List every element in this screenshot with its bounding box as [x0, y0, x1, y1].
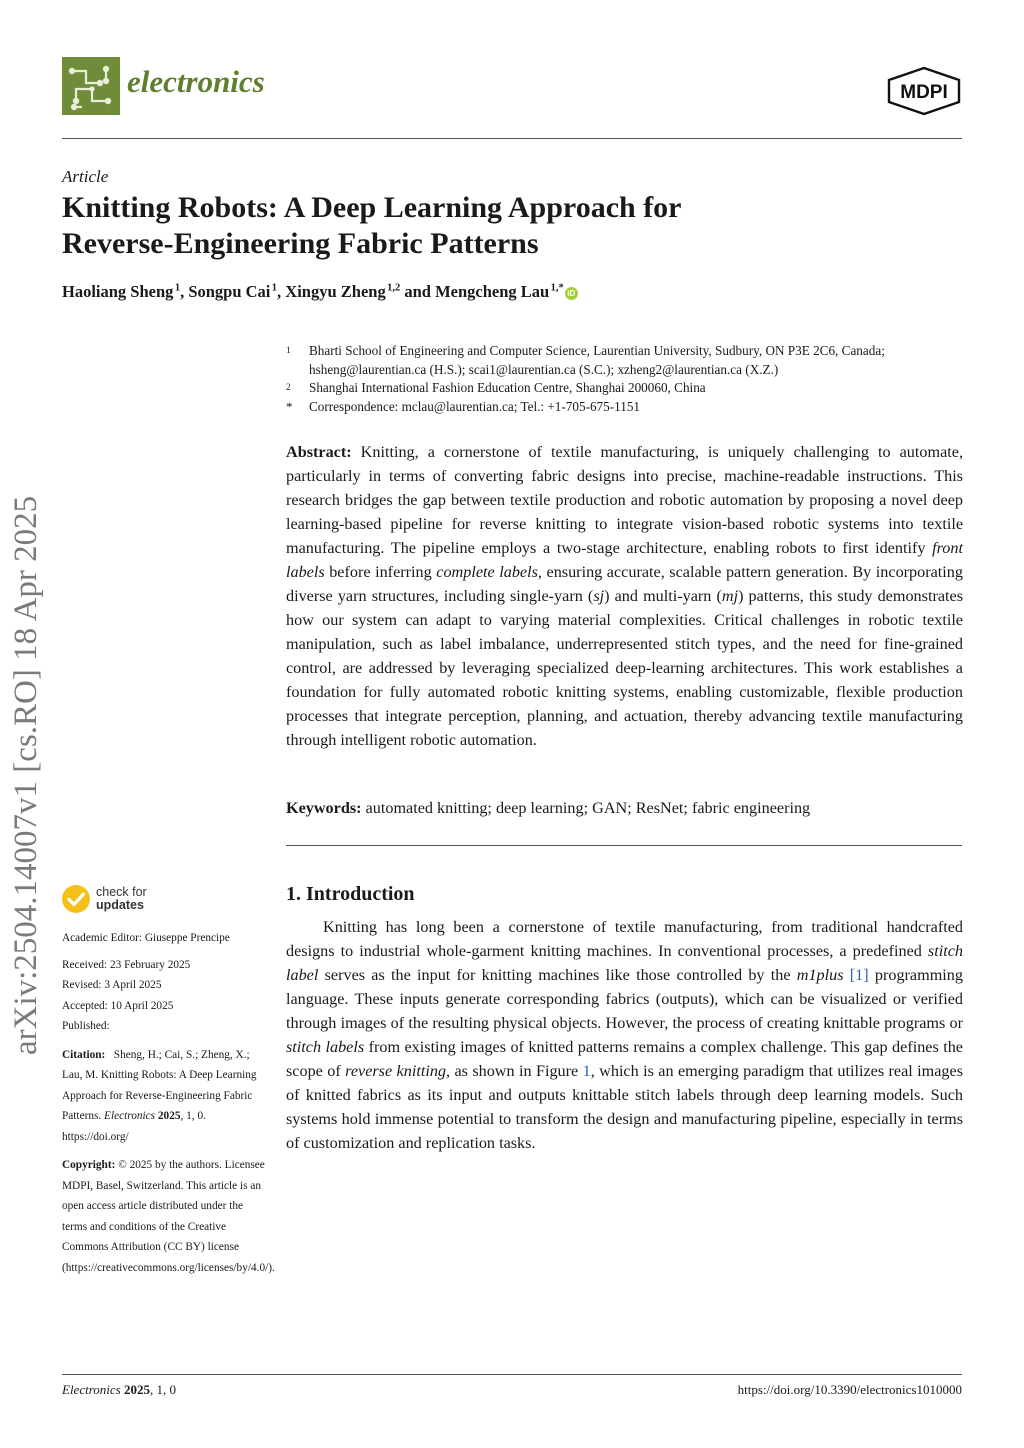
citation-text[interactable]: , 1, 0. https://doi.org/ — [62, 1110, 206, 1143]
affiliation-item — [286, 379, 976, 398]
author-sep: and — [400, 282, 436, 301]
received-date: Received: 23 February 2025 — [62, 958, 191, 971]
copyright-text: © 2025 by the authors. Licensee MDPI, Basel, Switzerland. This article is an open access article distributed under the terms and conditions of the Creative Commons Attribution (CC BY) license (https://creativecommons.org/licenses/by/4.0/). — [62, 1159, 275, 1274]
footer-journal-ref — [62, 1382, 176, 1398]
mdpi-logo-text: MDPI — [900, 82, 948, 103]
introduction-paragraph — [286, 915, 963, 1155]
journal-logo — [62, 57, 120, 115]
body-term: stitch labels — [286, 1038, 365, 1056]
copyright-block — [62, 1155, 275, 1278]
author-name: Haoliang Sheng — [62, 282, 174, 301]
body-text: Knitting has long been a cornerstone of textile manufacturing, from traditional handcrafted designs to industrial whole-garment knitting machines. In conventional processes, a predefined — [286, 918, 963, 960]
abstract-term: sj — [593, 587, 605, 605]
academic-editor: Academic Editor: Giuseppe Prencipe — [62, 932, 230, 944]
citation-year: 2025 — [157, 1110, 181, 1122]
body-text: programming language. These inputs generate corresponding fabrics (outputs), which can be visualized or verified through images of the resulting physical objects. However, the process of creating knittable programs or — [286, 966, 963, 1032]
abstract-text: Knitting, a cornerstone of textile manufacturing, is uniquely challenging to automate, particularly in terms of converting fabric designs into precise, machine-readable instructions. This research bridges the gap between textile production and robotic automation by proposing a novel deep learning-based pipeline for reverse knitting to integrate vision-based robotic systems into textile manufacturing. The pipeline employs a two-stage architecture, enabling robots to first identify — [286, 443, 963, 557]
author-name: Mengcheng Lau — [435, 282, 550, 301]
section-heading: 1. Introduction — [286, 883, 415, 905]
affiliation-line: Shanghai International Fashion Education Centre, Shanghai 200060, China — [309, 380, 706, 396]
abstract-text: , ensuring accurate, scalable pattern generation. By incorporating diverse yarn structures, including single-yarn ( — [286, 563, 963, 605]
accepted-date: Accepted: 10 April 2025 — [62, 999, 174, 1012]
arxiv-stamp[interactable]: arXiv:2504.14007v1 [cs.RO] 18 Apr 2025 — [8, 495, 44, 1055]
body-term: m1plus — [796, 966, 844, 984]
citation-block — [62, 1045, 267, 1148]
citation-text: Sheng, H.; Cai, S.; Zheng, X.; Lau, M. Knitting Robots: A Deep Learning Approach for Reverse-Engineering Fabric Patterns. — [62, 1048, 257, 1122]
keywords-label: Keywords: — [286, 799, 362, 817]
author-affil-mark: 1 — [271, 282, 278, 294]
abstract — [286, 440, 963, 752]
author-name: Songpu Cai — [188, 282, 271, 301]
title-line-1: Knitting Robots: A Deep Learning Approach for — [62, 191, 682, 224]
check-for-updates-label — [96, 886, 147, 912]
author-affil-mark: 1,* — [550, 282, 564, 294]
affiliation-mark: * — [286, 399, 293, 415]
abstract-text: before inferring — [324, 563, 437, 581]
affiliation-text — [309, 342, 885, 379]
abstract-term: complete labels — [436, 563, 538, 581]
journal-name: electronics — [127, 64, 265, 99]
author-sep: , — [180, 282, 189, 301]
orcid-icon[interactable]: iD — [565, 287, 578, 300]
body-text: , as shown in Figure — [446, 1062, 583, 1080]
affiliation-line: hsheng@laurentian.ca (H.S.); scai1@laurentian.ca (S.C.); xzheng2@laurentian.ca (X.Z.) — [309, 361, 779, 377]
section-divider — [286, 845, 962, 846]
paper-title — [62, 190, 922, 262]
footer-volume: , 1, 0 — [149, 1382, 176, 1397]
author-name: Xingyu Zheng — [285, 282, 386, 301]
body-text: , which is an emerging paradigm that utilizes real images of knitted fabrics as its input and outputs knittable stitch labels through deep learning models. Such systems hold immense potential to transform the design and manufacturing pipeline, especially in terms of customization and replication tasks. — [286, 1062, 964, 1152]
affiliation-item — [286, 398, 976, 417]
citation-label: Citation: — [62, 1048, 106, 1061]
affiliation-mark: 2 — [286, 383, 291, 394]
mdpi-logo — [886, 66, 962, 120]
affiliations — [286, 342, 976, 417]
footer-doi-link[interactable]: https://doi.org/10.3390/electronics1010000 — [737, 1382, 962, 1397]
author-affil-mark: 1 — [174, 282, 181, 294]
affiliation-item — [286, 342, 976, 379]
abstract-text: ) and multi-yarn ( — [604, 587, 722, 605]
footer-journal: Electronics — [62, 1382, 121, 1397]
copyright-label: Copyright: — [62, 1159, 116, 1171]
keywords-text: automated knitting; deep learning; GAN; ResNet; fabric engineering — [365, 799, 811, 817]
published-date: Published: — [62, 1020, 110, 1032]
body-term: reverse knitting — [345, 1062, 447, 1080]
author-affil-mark: 1,2 — [387, 282, 401, 294]
author-sep: , — [277, 282, 286, 301]
citation-journal: Electronics — [104, 1110, 156, 1122]
check-line: updates — [96, 898, 144, 912]
circuit-icon — [62, 57, 120, 115]
affiliation-line: Bharti School of Engineering and Computer Science, Laurentian University, Sudbury, ON P3E 2C6, Canada; — [309, 343, 885, 358]
abstract-term: front labels — [286, 539, 963, 581]
keywords — [286, 796, 963, 820]
mdpi-hexagon-icon — [886, 66, 962, 116]
footer-year: 2025 — [123, 1382, 150, 1397]
check-line: check for — [96, 885, 147, 899]
figure-link[interactable]: 1 — [582, 1062, 591, 1080]
article-type: Article — [62, 167, 109, 186]
title-line-2: Reverse-Engineering Fabric Patterns — [62, 227, 539, 260]
header-divider — [62, 138, 962, 139]
revised-date: Revised: 3 April 2025 — [62, 979, 162, 991]
abstract-term: mj — [721, 587, 739, 605]
abstract-label: Abstract: — [286, 443, 352, 461]
citation-link[interactable]: [1] — [849, 966, 869, 984]
author-list — [62, 282, 578, 302]
footer-divider — [62, 1374, 962, 1375]
body-text: serves as the input for knitting machines like those controlled by the — [318, 966, 797, 984]
body-term: stitch label — [286, 942, 963, 984]
correspondence-line: Correspondence: mclau@laurentian.ca; Tel.: +1-705-675-1151 — [309, 399, 641, 415]
body-text: from existing images of knitted patterns remains a complex challenge. This gap defines the scope of — [286, 1038, 963, 1080]
article-info-sidebar — [62, 928, 275, 1278]
affiliation-mark: 1 — [286, 346, 291, 356]
check-for-updates-button[interactable] — [62, 885, 147, 913]
abstract-text: ) patterns, this study demonstrates how our system can adapt to varying material complexities. Critical challenges in robotic textile manipulation, such as label imbalance, underrepresented stitch types, and the need for fine-grained control, are addressed by leveraging specialized deep-learning architectures. This work establishes a foundation for fully automated robotic knitting systems, enabling customizable, flexible production processes that integrate perception, planning, and actuation, thereby advancing textile manufacturing through intelligent robotic automation. — [286, 587, 964, 749]
check-icon — [62, 885, 90, 913]
